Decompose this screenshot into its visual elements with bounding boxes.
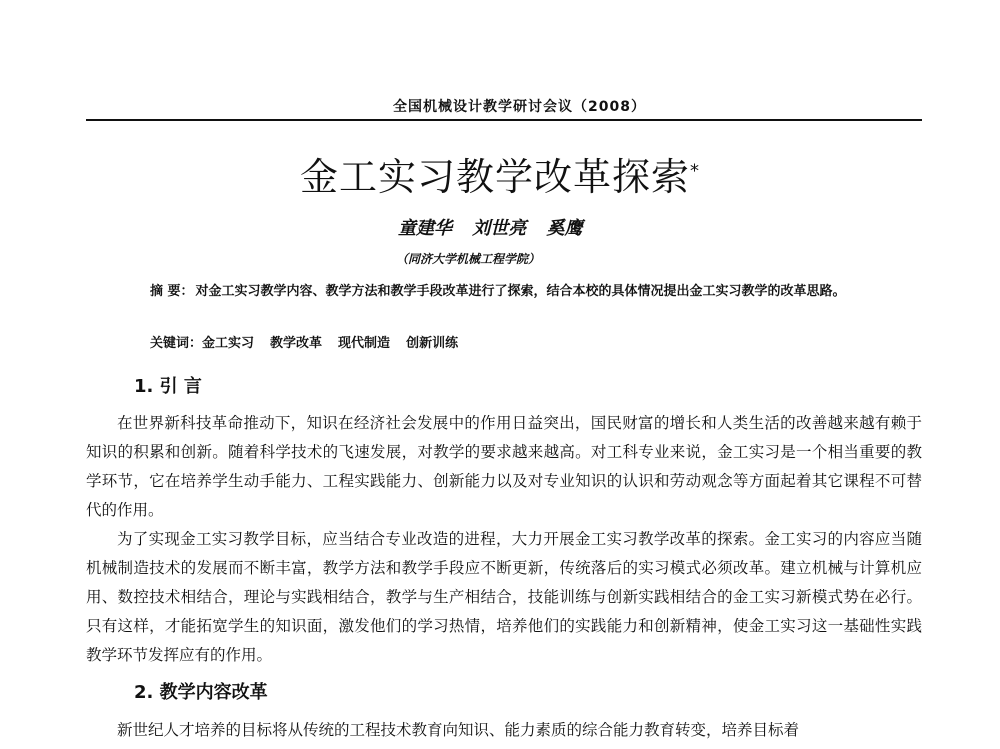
abstract-text: 对金工实习教学内容、教学方法和教学手段改革进行了探索，结合本校的具体情况提出金工实习教学的改革思路。 [195,284,846,299]
body-paragraph: 新世纪人才培养的目标将从传统的工程技术教育向知识、能力素质的综合能力教育转变，培养目标着 [117,721,800,739]
keyword: 现代制造 [338,336,391,351]
paper-title-text: 金工实习教学改革探索 [299,155,690,199]
paper-title [0,146,1000,201]
section-heading-teaching-content-reform: 2. 教学内容改革 [134,682,268,703]
section-heading-introduction: 1. 引 言 [134,376,202,397]
keyword: 教学改革 [270,336,323,351]
keywords [150,332,474,351]
keyword: 金工实习 [202,336,255,351]
abstract-label: 摘 要： [150,284,194,299]
abstract [150,278,850,305]
running-header: 全国机械设计教学研讨会议（2008） [393,99,646,115]
header-rule [86,119,922,121]
keyword: 创新训练 [406,336,459,351]
affiliation: （同济大学机械工程学院） [396,252,541,266]
body-paragraph: 在世界新科技革命推动下，知识在经济社会发展中的作用日益突出，国民财富的增长和人类生活的改善越来越有赖于知识的积累和创新。随着科学技术的飞速发展，对教学的要求越来越高。对工科专业来说，金工实习是一个相当重要的教学环节，它在培养学生动手能力、工程实践能力、创新能力以及对专业知识的认识和劳动观念等方面起着其它课程不可替代的作用。 [86,414,922,519]
keywords-label: 关键词： [150,336,203,351]
authors: 童建华 刘世亮 奚鹰 [398,218,583,239]
title-footnote-mark: * [690,160,700,182]
body-paragraph: 为了实现金工实习教学目标，应当结合专业改造的进程，大力开展金工实习教学改革的探索。金工实习的内容应当随机械制造技术的发展而不断丰富，教学方法和教学手段应不断更新，传统落后的实习模式必须改革。建立机械与计算机应用、数控技术相结合，理论与实践相结合，教学与生产相结合，技能训练与创新实践相结合的金工实习新模式势在必行。只有这样，才能拓宽学生的知识面，激发他们的学习热情，培养他们的实践能力和创新精神，使金工实习这一基础性实践教学环节发挥应有的作用。 [86,530,922,664]
